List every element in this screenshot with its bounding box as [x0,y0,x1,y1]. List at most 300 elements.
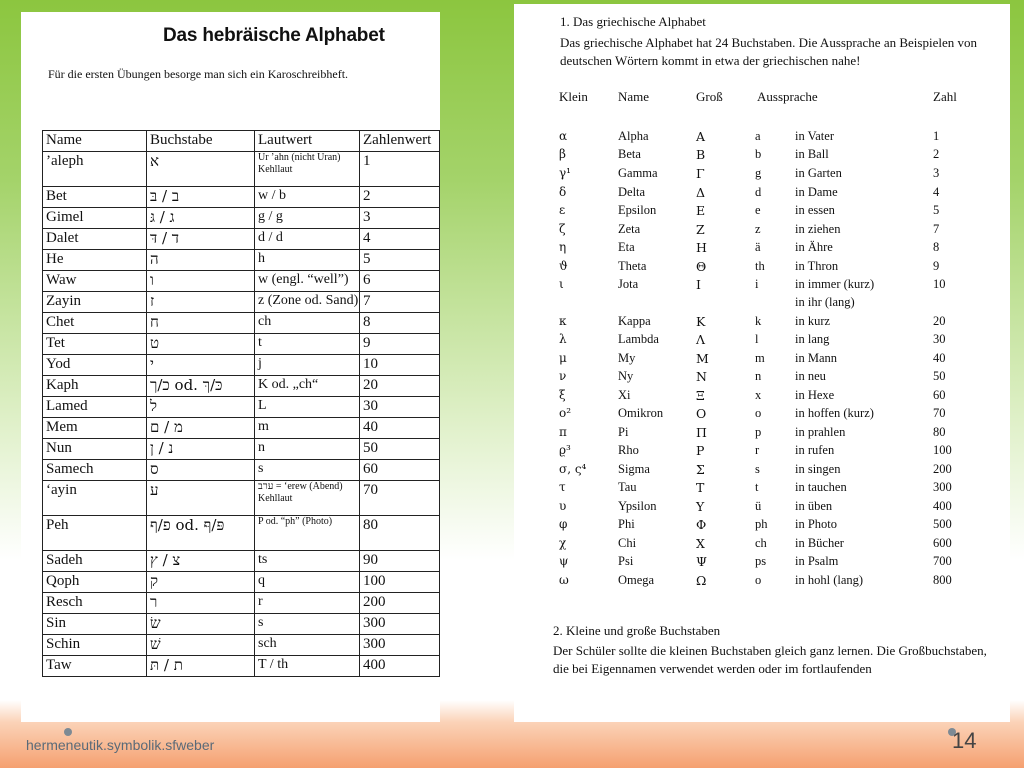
hebrew-page-title: Das hebräische Alphabet [163,25,385,46]
greek-example: in Bücher [795,536,844,550]
hebrew-letter-value: 400 [360,656,440,677]
greek-lowercase: χ [559,536,567,550]
hebrew-letter-value: 3 [360,208,440,229]
hebrew-letter-name: Gimel [43,208,147,229]
greek-letter-name: Chi [618,536,637,550]
greek-intro-text: Das griechische Alphabet hat 24 Buchstaben. Die Aussprache an Beispielen von deutschen Wörtern kommt in etwa der griechischen nahe! [560,35,977,68]
greek-column-klein: Klein [559,89,588,104]
hebrew-letter-glyph: א [147,152,255,187]
table-row [43,152,440,187]
greek-number: 2 [933,147,940,161]
greek-uppercase: Ω [696,573,707,588]
hebrew-letter-sound: T / th [255,656,360,677]
hebrew-letter-value: 10 [360,355,440,376]
hebrew-letter-sound: s [255,460,360,481]
greek-sound: x [755,388,762,402]
hebrew-table-body [43,152,440,677]
hebrew-letter-name: Nun [43,439,147,460]
greek-letter-name: Omikron [618,406,664,420]
table-row [43,481,440,516]
greek-uppercase: Ξ [696,388,705,403]
hebrew-letter-name: Sin [43,614,147,635]
slide-page-number: 14 [952,728,977,753]
hebrew-letter-value: 9 [360,334,440,355]
list-item [514,203,1010,221]
greek-letter-name: Kappa [618,314,651,328]
greek-example: in Ähre [795,240,833,254]
greek-section2-heading: 2. Kleine und große Buchstaben [553,623,721,638]
hebrew-letter-sound: n [255,439,360,460]
greek-uppercase: Χ [696,536,705,551]
greek-uppercase: Ψ [696,554,707,569]
table-row [43,376,440,397]
hebrew-letter-name: Chet [43,313,147,334]
greek-lowercase: ε [559,203,566,217]
hebrew-letter-name: Taw [43,656,147,677]
greek-lowercase: α [559,129,568,143]
footer-site-label: hermeneutik.symbolik.sfweber [26,737,215,753]
greek-letter-name: Delta [618,185,646,199]
greek-uppercase: Λ [696,332,706,347]
greek-column-zahl: Zahl [933,89,957,104]
hebrew-letter-sound: P od. “ph” (Photo) [255,516,360,551]
hebrew-letter-name: Bet [43,187,147,208]
greek-number: 200 [933,462,952,476]
table-row [43,271,440,292]
hebrew-letter-glyph: ד / דּ [147,229,255,250]
greek-column-name: Name [618,89,650,104]
table-row [43,551,440,572]
list-item [514,222,1010,240]
greek-example: in ziehen [795,222,841,236]
hebrew-letter-sound: Ur ’ahn (nicht Uran) Kehllaut [255,152,360,187]
greek-column-gross: Groß [696,89,723,104]
hebrew-letter-sound: r [255,593,360,614]
greek-number: 60 [933,388,946,402]
greek-number: 30 [933,332,946,346]
hebrew-letter-glyph: ט [147,334,255,355]
greek-lowercase: τ [559,480,566,494]
greek-uppercase: Ζ [696,222,705,237]
hebrew-alphabet-page [21,12,440,722]
hebrew-letter-glyph: פ/ף od. פּ/ףּ [147,516,255,551]
greek-letter-name: Zeta [618,222,641,236]
greek-letter-name: Gamma [618,166,658,180]
hebrew-letter-name: Schin [43,635,147,656]
hebrew-letter-glyph: ר [147,593,255,614]
greek-sound: ps [755,554,767,568]
greek-example: in Garten [795,166,842,180]
greek-letter-name: Ny [618,369,634,383]
table-row [43,250,440,271]
list-item [514,388,1010,406]
hebrew-letter-name: ’aleph [43,152,147,187]
hebrew-letter-sound: j [255,355,360,376]
hebrew-letter-glyph: ת / תּ [147,656,255,677]
greek-example: in prahlen [795,425,846,439]
hebrew-letter-value: 20 [360,376,440,397]
hebrew-letter-value: 1 [360,152,440,187]
table-row [43,516,440,551]
column-header-name: Name [43,131,147,152]
greek-example: in hoffen (kurz) [795,406,874,420]
greek-uppercase: Γ [696,166,705,181]
greek-uppercase: Π [696,425,707,440]
hebrew-letter-name: Kaph [43,376,147,397]
greek-example: in Hexe [795,388,835,402]
table-row [43,334,440,355]
hebrew-letter-glyph: ס [147,460,255,481]
list-item [514,351,1010,369]
greek-sound: o [755,406,762,420]
hebrew-letter-glyph: ע [147,481,255,516]
bullet-dot [64,728,72,736]
greek-example: in üben [795,499,833,513]
greek-letter-name: Tau [618,480,637,494]
greek-letter-name: Lambda [618,332,659,346]
table-row [43,572,440,593]
greek-letter-name: Beta [618,147,641,161]
greek-sound: o [755,573,762,587]
greek-uppercase: Ρ [696,443,705,458]
hebrew-letter-sound: ערב = ‘erew (Abend) Kehllaut [255,481,360,516]
greek-letter-name: Omega [618,573,655,587]
greek-number: 80 [933,425,946,439]
greek-uppercase: Η [696,240,707,255]
hebrew-letter-glyph: שׂ [147,614,255,635]
greek-number: 40 [933,351,946,365]
table-row [43,208,440,229]
greek-number: 7 [933,222,940,236]
list-item [514,425,1010,443]
greek-sound: d [755,185,762,199]
table-row [43,313,440,334]
list-item [514,166,1010,184]
table-row [43,187,440,208]
list-item [514,573,1010,591]
hebrew-letter-value: 90 [360,551,440,572]
greek-sound: g [755,166,762,180]
greek-number: 4 [933,185,940,199]
hebrew-letter-glyph: ק [147,572,255,593]
greek-number: 3 [933,166,940,180]
hebrew-letter-value: 5 [360,250,440,271]
greek-uppercase: Α [696,129,706,144]
greek-lowercase: ω [559,573,569,587]
greek-sound: th [755,259,765,273]
greek-example: in lang [795,332,830,346]
hebrew-letter-glyph: מ / ם [147,418,255,439]
greek-uppercase: Ν [696,369,707,384]
greek-lowercase: ζ [559,222,566,236]
greek-lowercase: o² [559,406,572,420]
table-row [43,656,440,677]
greek-lowercase: σ, ς⁴ [559,462,587,476]
hebrew-letter-name: Qoph [43,572,147,593]
hebrew-letter-value: 4 [360,229,440,250]
greek-uppercase: Τ [696,480,705,495]
greek-lowercase: λ [559,332,567,346]
greek-letter-name: Pi [618,425,629,439]
list-item [514,129,1010,147]
greek-number: 300 [933,480,952,494]
greek-uppercase: Β [696,147,706,162]
table-row [43,614,440,635]
list-item [514,277,1010,295]
greek-letter-name: Theta [618,259,647,273]
list-item [514,443,1010,461]
greek-sound: m [755,351,765,365]
hebrew-letter-sound: sch [255,635,360,656]
hebrew-letter-glyph: נ / ן [147,439,255,460]
hebrew-letter-sound: t [255,334,360,355]
hebrew-letter-name: Tet [43,334,147,355]
hebrew-letter-glyph: ז [147,292,255,313]
table-row [43,439,440,460]
hebrew-letter-glyph: ל [147,397,255,418]
greek-number: 600 [933,536,952,550]
hebrew-letter-sound: z (Zone od. Sand) [255,292,360,313]
hebrew-letter-glyph: כ/ך od. כּ/ךּ [147,376,255,397]
greek-lowercase: η [559,240,567,254]
hebrew-letter-sound: L [255,397,360,418]
greek-number: 10 [933,277,946,291]
greek-number: 70 [933,406,946,420]
greek-letter-name: Xi [618,388,631,402]
hebrew-letter-value: 8 [360,313,440,334]
list-item [514,185,1010,203]
greek-example: in kurz [795,314,831,328]
hebrew-letter-glyph: צ / ץ [147,551,255,572]
table-row [43,397,440,418]
greek-sound: z [755,222,761,236]
greek-column-aussprache: Aussprache [757,89,818,104]
greek-sound: p [755,425,762,439]
hebrew-letter-value: 100 [360,572,440,593]
column-header-letter: Buchstabe [147,131,255,152]
greek-lowercase: δ [559,185,567,199]
hebrew-letter-value: 6 [360,271,440,292]
greek-sound: ch [755,536,767,550]
hebrew-letter-glyph: ג / גּ [147,208,255,229]
list-item [514,517,1010,535]
greek-sound: e [755,203,761,217]
greek-example: in Dame [795,185,838,199]
table-row [43,418,440,439]
greek-uppercase: Ο [696,406,707,421]
hebrew-letter-value: 2 [360,187,440,208]
greek-number: 700 [933,554,952,568]
greek-lowercase: β [559,147,566,161]
greek-number: 800 [933,573,952,587]
greek-sound: a [755,129,761,143]
greek-lowercase: ϱ³ [559,443,571,457]
greek-letter-name: Rho [618,443,639,457]
greek-example: in Photo [795,517,838,531]
greek-number: 400 [933,499,952,513]
table-row [43,229,440,250]
greek-number: 50 [933,369,946,383]
greek-example: in rufen [795,443,835,457]
table-row [43,460,440,481]
column-header-value: Zahlenwert [360,131,440,152]
list-item [514,480,1010,498]
greek-number: 9 [933,259,940,273]
greek-uppercase: Φ [696,517,707,532]
greek-letter-name: Epsilon [618,203,657,217]
hebrew-letter-glyph: י [147,355,255,376]
greek-uppercase: Σ [696,462,705,477]
list-item [514,240,1010,258]
list-item [514,536,1010,554]
table-row [43,292,440,313]
greek-example: in Vater [795,129,834,143]
hebrew-letter-glyph: ה [147,250,255,271]
hebrew-letter-name: Mem [43,418,147,439]
list-item [514,259,1010,277]
greek-lowercase: ι [559,277,564,291]
greek-sound: s [755,462,760,476]
hebrew-letter-sound: w (engl. “well”) [255,271,360,292]
hebrew-letter-value: 60 [360,460,440,481]
hebrew-letter-name: Lamed [43,397,147,418]
greek-sound: i [755,277,759,291]
greek-letter-name: Psi [618,554,634,568]
greek-lowercase: γ¹ [559,166,571,180]
hebrew-letter-glyph: ו [147,271,255,292]
greek-lowercase: κ [559,314,567,328]
hebrew-letter-name: Waw [43,271,147,292]
hebrew-letter-value: 70 [360,481,440,516]
hebrew-letter-sound: q [255,572,360,593]
greek-lowercase: ν [559,369,567,383]
greek-lowercase: ϑ [559,259,568,273]
greek-uppercase: Υ [696,499,705,514]
greek-uppercase: Θ [696,259,707,274]
hebrew-table-header [43,131,440,152]
list-item [514,332,1010,350]
list-item [514,499,1010,517]
hebrew-letter-name: Yod [43,355,147,376]
greek-sound: ä [755,240,761,254]
greek-sound: b [755,147,762,161]
hebrew-letter-value: 7 [360,292,440,313]
greek-uppercase: Δ [696,185,706,200]
list-item [514,406,1010,424]
greek-lowercase: ψ [559,554,569,568]
hebrew-letter-glyph: שׁ [147,635,255,656]
greek-sound: ph [755,517,768,531]
greek-lowercase: φ [559,517,568,531]
hebrew-letter-name: Peh [43,516,147,551]
greek-number: 20 [933,314,946,328]
greek-lowercase: ξ [559,388,566,402]
column-header-sound: Lautwert [255,131,360,152]
greek-uppercase: Κ [696,314,706,329]
greek-alphabet-page [514,4,1010,722]
greek-example: in immer (kurz) [795,277,875,291]
hebrew-letter-value: 80 [360,516,440,551]
greek-sound: ü [755,499,762,513]
greek-example: in hohl (lang) [795,573,864,587]
hebrew-letter-value: 300 [360,635,440,656]
hebrew-letter-sound: d / d [255,229,360,250]
greek-example: in essen [795,203,835,217]
hebrew-letter-sound: g / g [255,208,360,229]
greek-number: 5 [933,203,940,217]
hebrew-letter-name: Zayin [43,292,147,313]
greek-letter-name: Jota [618,277,639,291]
greek-number: 8 [933,240,940,254]
hebrew-letter-sound: K od. „ch“ [255,376,360,397]
greek-example: in neu [795,369,826,383]
list-item [514,147,1010,165]
hebrew-letter-name: He [43,250,147,271]
hebrew-letter-sound: h [255,250,360,271]
hebrew-letter-sound: ts [255,551,360,572]
greek-example: in singen [795,462,841,476]
greek-example: in tauchen [795,480,847,494]
hebrew-letter-sound: ch [255,313,360,334]
greek-number: 500 [933,517,952,531]
hebrew-letter-value: 40 [360,418,440,439]
greek-sound: t [755,480,759,494]
hebrew-letter-glyph: ב / בּ [147,187,255,208]
greek-letter-name: Sigma [618,462,650,476]
greek-uppercase: Ε [696,203,706,218]
greek-letter-name: Ypsilon [618,499,657,513]
list-item [514,314,1010,332]
hebrew-page-intro: Für die ersten Übungen besorge man sich ein Karoschreibheft. [48,67,349,81]
hebrew-alphabet-table [42,130,440,677]
greek-example: in ihr (lang) [795,295,855,309]
greek-lowercase: μ [559,351,567,365]
greek-section-heading: 1. Das griechische Alphabet [560,14,706,29]
greek-example: in Psalm [795,554,839,568]
hebrew-letter-value: 300 [360,614,440,635]
table-row [43,355,440,376]
hebrew-letter-name: Resch [43,593,147,614]
list-item [514,554,1010,572]
hebrew-letter-sound: w / b [255,187,360,208]
hebrew-letter-value: 200 [360,593,440,614]
greek-sound: r [755,443,760,457]
greek-example: in Thron [795,259,839,273]
greek-number: 100 [933,443,952,457]
list-item [514,369,1010,387]
greek-uppercase: Μ [696,351,709,366]
hebrew-letter-glyph: ח [147,313,255,334]
greek-lowercase: υ [559,499,567,513]
greek-sound: k [755,314,762,328]
greek-number: 1 [933,129,940,143]
table-row [43,593,440,614]
greek-letter-name: Eta [618,240,635,254]
greek-example: in Mann [795,351,838,365]
hebrew-letter-value: 50 [360,439,440,460]
greek-letter-name: Alpha [618,129,649,143]
hebrew-letter-sound: s [255,614,360,635]
greek-uppercase: Ι [696,277,701,292]
greek-letter-name: Phi [618,517,635,531]
greek-letter-name: My [618,351,636,365]
greek-sound: l [755,332,759,346]
hebrew-letter-name: Samech [43,460,147,481]
greek-sound: n [755,369,762,383]
greek-lowercase: π [559,425,567,439]
list-item [514,295,1010,313]
table-row [43,635,440,656]
